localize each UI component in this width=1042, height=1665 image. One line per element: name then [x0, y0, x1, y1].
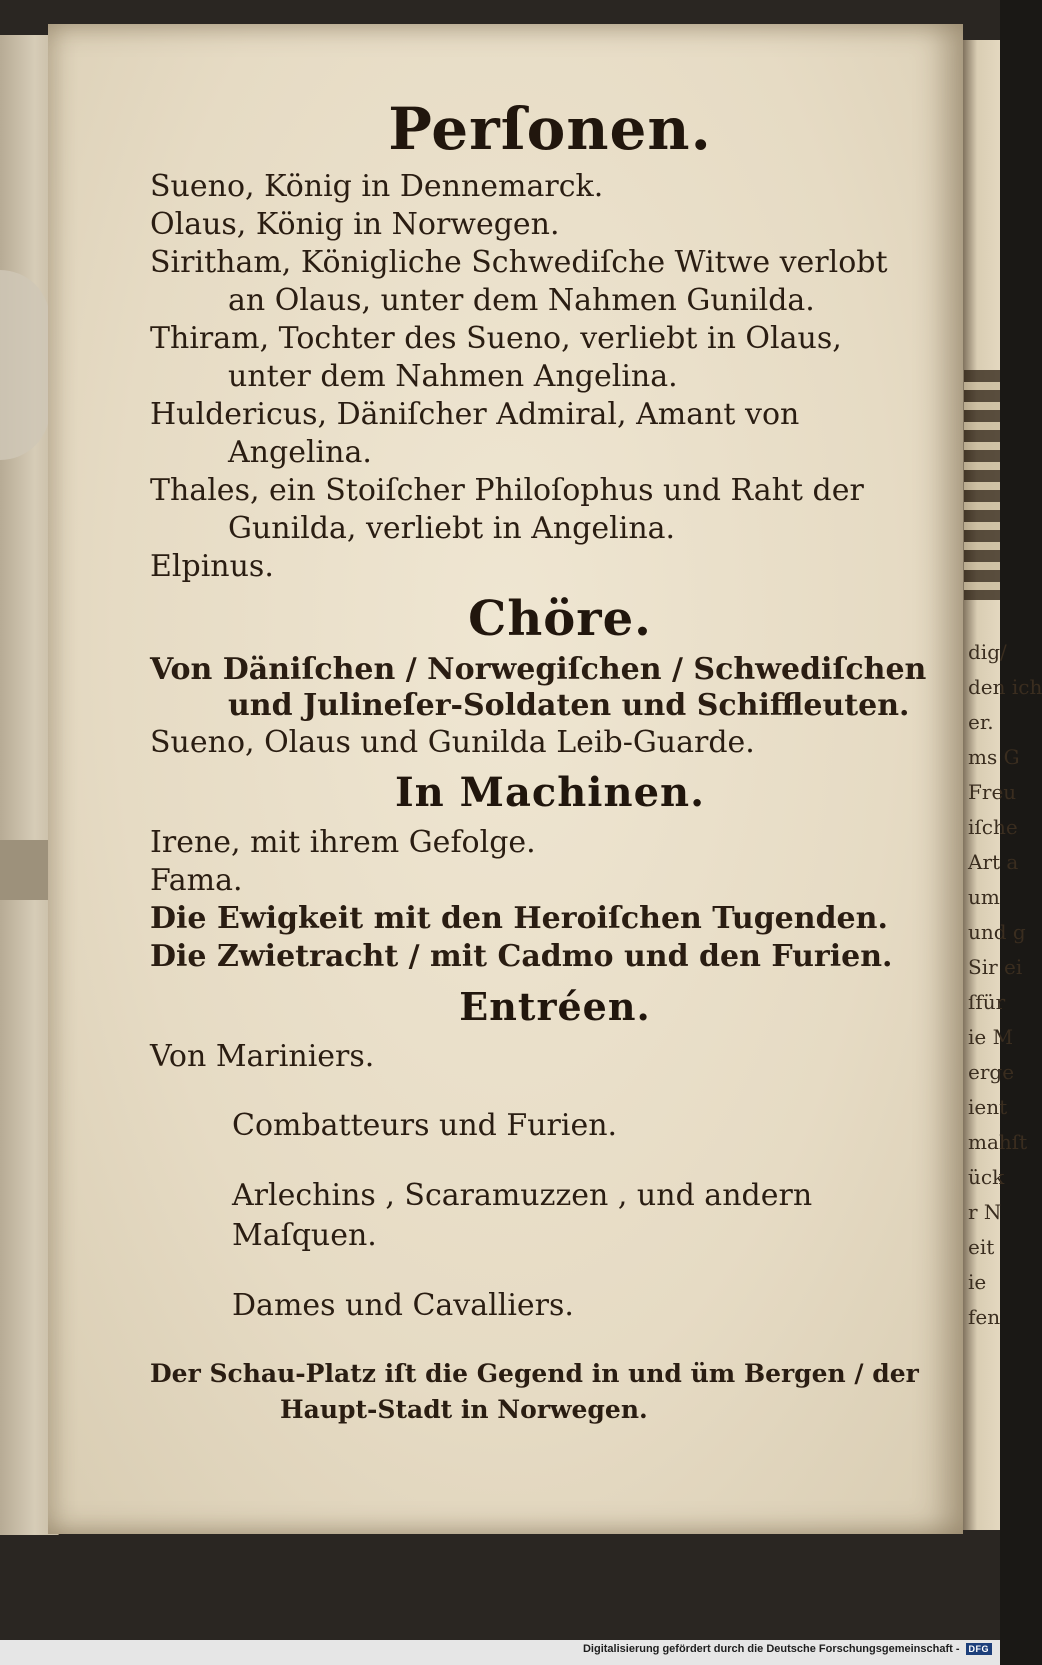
dfg-logo: DFG — [966, 1643, 993, 1655]
adjacent-page-fragment: fen — [968, 1305, 1001, 1329]
heading-personen: Perſonen. — [388, 95, 712, 163]
adjacent-page-fragment: erge — [968, 1060, 1015, 1084]
adjacent-page-fragment: ie — [968, 1270, 987, 1294]
heading-entreen: Entréen. — [459, 984, 651, 1029]
scene-setting-note: Der Schau-Platz iſt die Gegend in und üm Bergen / der Haupt-Stadt in Norwegen. — [150, 1359, 919, 1424]
adjacent-page-fragment: iſche — [968, 815, 1018, 839]
personen-entry: Huldericus, Däniſcher Admiral, Amant von Angelina. — [150, 397, 800, 470]
adjacent-page-fragment: Sir ei — [968, 955, 1023, 979]
adjacent-page-fragment: ück — [968, 1165, 1005, 1189]
personen-entry: Sueno, König in Dennemarck. — [150, 169, 604, 204]
adjacent-page-fragment: ient — [968, 1095, 1008, 1119]
credit-line — [583, 1643, 992, 1655]
personen-entry: Olaus, König in Norwegen. — [150, 207, 560, 242]
credit-text: Digitalisierung gefördert durch die Deutsche Forschungsgemeinschaft - — [582, 1643, 960, 1655]
heading-chore: Chöre. — [468, 591, 652, 647]
digitization-credit-bar — [0, 1640, 1000, 1665]
entreen-entry: Combatteurs und Furien. — [232, 1108, 618, 1143]
personen-entry: Thales, ein Stoiſcher Philoſophus und Raht der Gunilda, verliebt in Angelina. — [150, 473, 864, 546]
adjacent-page-fragment: den ich — [968, 675, 1042, 699]
adjacent-page-fragment: dig/ — [968, 640, 1007, 664]
entreen-list — [150, 1038, 930, 1326]
entreen-entry: Von Mariniers. — [150, 1039, 375, 1074]
machinen-entry: Irene, mit ihrem Gefolge. — [150, 825, 536, 860]
adjacent-page-fragment: er. — [968, 710, 994, 734]
heading-machinen: In Machinen. — [394, 769, 706, 816]
adjacent-page-fragment: Freu — [968, 780, 1017, 804]
entreen-entry: Dames und Cavalliers. — [232, 1288, 574, 1323]
adjacent-page-edge — [962, 40, 1042, 1530]
chore-entry: Sueno, Olaus und Gunilda Leib-Guarde. — [150, 725, 755, 760]
adjacent-page-fragment: um — [968, 885, 1000, 909]
adjacent-page-fragment: mahſt — [968, 1130, 1028, 1154]
machinen-list — [150, 824, 930, 976]
machinen-entry: Fama. — [150, 863, 243, 898]
personen-list — [150, 168, 930, 586]
page-holder-clip — [0, 270, 50, 460]
personen-entry: Thiram, Tochter des Sueno, verliebt in Olaus, unter dem Nahmen Angelina. — [150, 321, 842, 394]
ornament-fragment — [964, 370, 1000, 600]
dramatis-personae — [150, 90, 930, 1453]
adjacent-page-fragment: und g — [968, 920, 1026, 944]
personen-entry: Siritham, Königliche Schwediſche Witwe verlobt an Olaus, unter dem Nahmen Gunilda. — [150, 245, 888, 318]
adjacent-page-fragment: ie M — [968, 1025, 1014, 1049]
chore-list — [150, 652, 930, 762]
personen-entry: Elpinus. — [150, 549, 274, 584]
adjacent-page-fragment: eit — [968, 1235, 995, 1259]
entreen-entry: Arlechins , Scaramuzzen , und andern Maſquen. — [232, 1178, 813, 1253]
adjacent-page-fragment: ſfür — [968, 990, 1006, 1014]
adjacent-page-fragment: ms G — [968, 745, 1020, 769]
adjacent-page-fragment: Art a — [968, 850, 1019, 874]
chore-entry: Von Däniſchen / Norwegiſchen / Schwediſchen und Julineſer-Soldaten und Schiffleuten. — [150, 652, 927, 723]
adjacent-page-fragment: r N — [968, 1200, 1002, 1224]
machinen-entry: Die Zwietracht / mit Cadmo und den Furien. — [150, 939, 893, 974]
machinen-entry: Die Ewigkeit mit den Heroiſchen Tugenden. — [150, 901, 888, 936]
